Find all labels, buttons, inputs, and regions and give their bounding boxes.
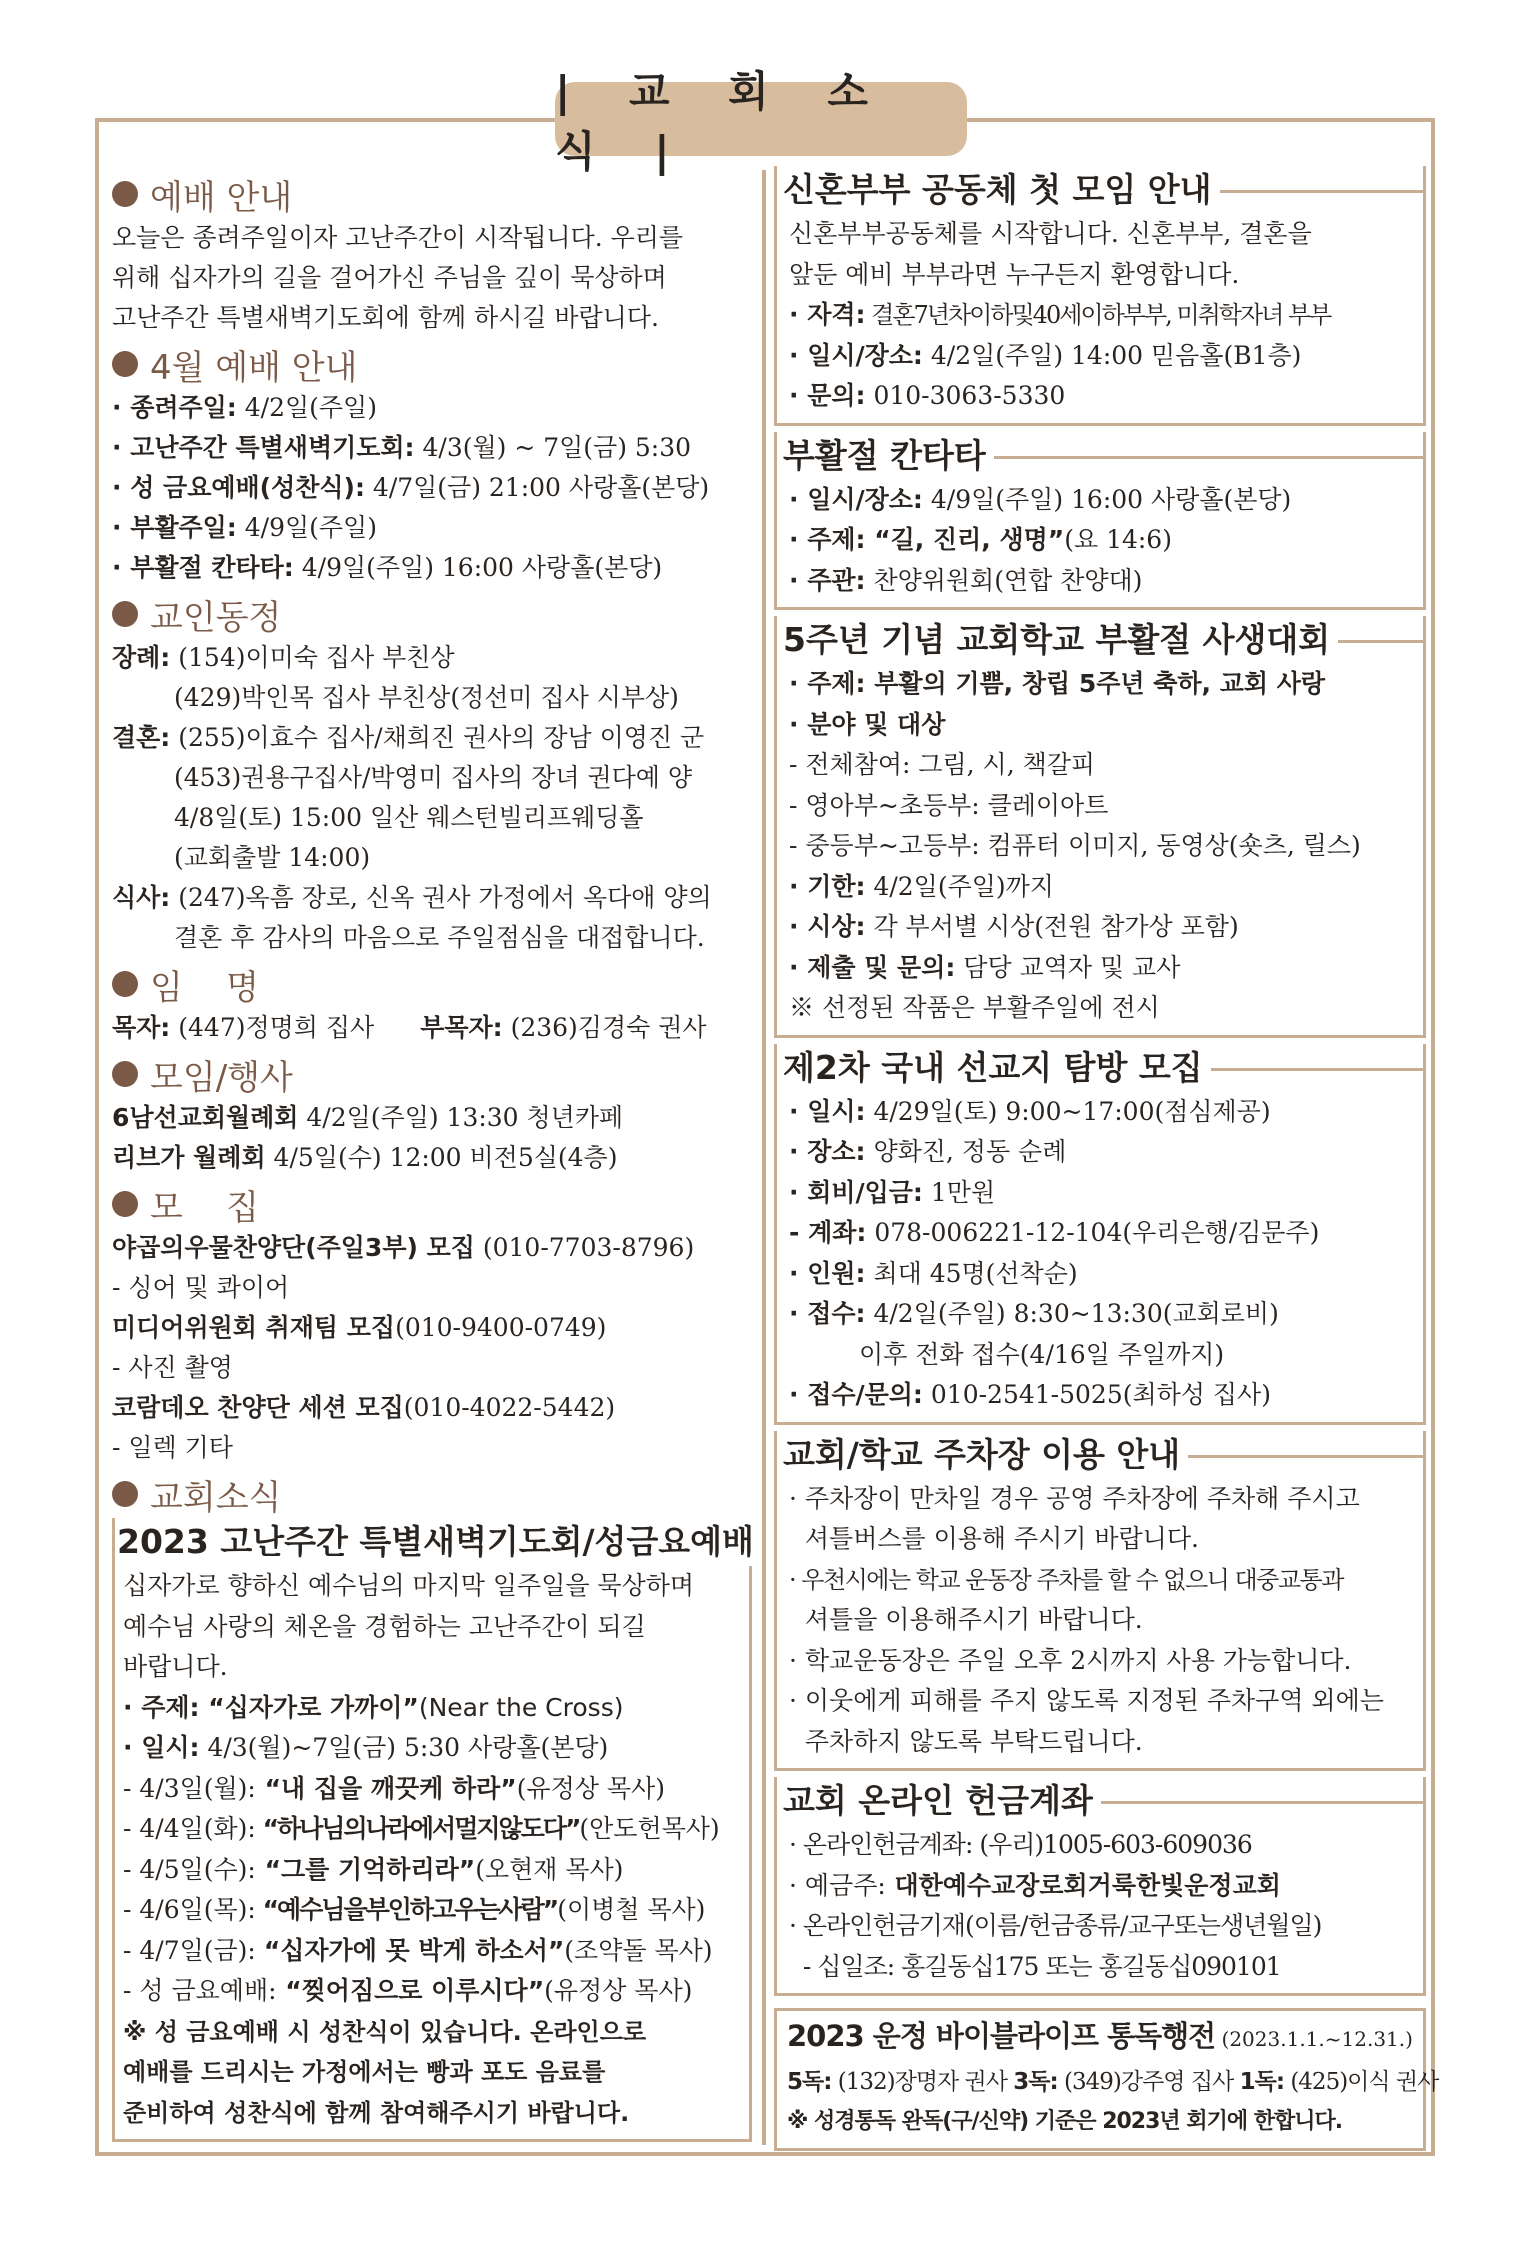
left-column [112,168,752,2142]
schedule-item: · 성 금요예배(성찬식): 4/7일(금) 21:00 사랑홀(본당) [112,473,710,502]
text-line: 셔틀버스를 이용해 주시기 바랍니다. [789,1524,1199,1553]
wedding-item: 4/8일(토) 15:00 일산 웨스턴빌리프웨딩홀 [174,803,644,832]
wedding-item: (453)권용구집사/박영미 집사의 장녀 권다예 양 [174,763,692,792]
online-offering-box [774,1777,1426,1996]
text-line: · 온라인헌금계좌: (우리)1005-603-609036 [789,1830,1252,1859]
bullet-dot-icon [112,1061,138,1087]
section-heading-appointment: 임 명 [112,960,752,1008]
wedding-item: (교회출발 14:00) [174,843,371,872]
day-item: - 4/5일(수): “그를 기억하리라”(오현재 목사) [123,1854,624,1884]
info-item: · 일시/장소: 4/2일(주일) 14:00 믿음홀(B1층) [789,340,1302,370]
bullet-dot-icon [112,971,138,997]
field-item: - 중등부~고등부: 컴퓨터 이미지, 동영상(숏츠, 릴스) [789,831,1361,860]
info-item: · 일시: 4/29일(토) 9:00~17:00(점심제공) [789,1096,1271,1126]
info-item: · 자격: 결혼7년차이하및40세이하부부, 미취학자녀 부부 [789,300,1331,329]
note-line: ※ 성경통독 완독(구/신약) 기준은 2023년 회기에 한합니다. [787,2109,1343,2134]
recruit-item: 미디어위원회 취재팀 모집(010-9400-0749) [112,1313,607,1342]
recruit-sub: - 일렉 기타 [112,1433,233,1462]
info-item: · 일시/장소: 4/9일(주일) 16:00 사랑홀(본당) [789,484,1292,514]
meal-item: 식사: (247)옥흠 장로, 신옥 권사 가정에서 옥다애 양의 [112,883,712,912]
box-title: 2023 고난주간 특별새벽기도회/성금요예배 [115,1518,749,1566]
theme-line: · 주제: “십자가로 가까이”(Near the Cross) [123,1692,624,1722]
date-line: · 일시: 4/3(월)~7일(금) 5:30 사랑홀(본당) [123,1733,609,1762]
meal-item: 결혼 후 감사의 마음으로 주일점심을 대접합니다. [174,923,705,952]
wedding-item: 결혼: (255)이효수 집사/채희진 권사의 장남 이영진 군 [112,723,705,752]
text-line: 바랍니다. [123,1652,228,1681]
schedule-item: · 부활절 칸타타: 4/9일(주일) 16:00 사랑홀(본당) [112,553,663,582]
info-item: · 기한: 4/2일(주일)까지 [789,871,1054,901]
box-title: 신혼부부 공동체 첫 모임 안내 [777,166,1423,214]
bible-reading-box [774,2008,1439,2151]
box-title: 2023 운정 바이블라이프 통독행전 (2023.1.1.~12.31.) [787,2019,1413,2053]
text-line: 고난주간 특별새벽기도회에 함께 하시길 바랍니다. [112,303,659,332]
text-line: · 학교운동장은 주일 오후 2시까지 사용 가능합니다. [789,1645,1352,1675]
schedule-item: · 고난주간 특별새벽기도회: 4/3(월) ~ 7일(금) 5:30 [112,433,692,462]
right-column [774,166,1439,2151]
recruit-sub: - 사진 촬영 [112,1353,233,1382]
schedule-item: · 종려주일: 4/2일(주일) [112,393,377,422]
section-heading-worship: 예배 안내 [112,170,752,218]
info-item: · 장소: 양화진, 정동 순례 [789,1137,1067,1166]
field-item: - 전체참여: 그림, 시, 책갈피 [789,750,1096,779]
appointment-line: 목자: (447)정명희 집사 부목자: (236)김경숙 권사 [112,1013,707,1042]
text-line: · 이웃에게 피해를 주지 않도록 지정된 주차구역 외에는 [789,1686,1384,1715]
text-line: 주차하지 않도록 부탁드립니다. [789,1726,1143,1756]
box-title: 제2차 국내 선교지 탐방 모집 [777,1044,1423,1092]
field-item: - 영아부~초등부: 클레이아트 [789,790,1109,820]
day-item: - 4/6일(목): “예수님을부인하고우는사람”(이병철 목사) [123,1895,706,1924]
text-line: 셔틀을 이용해주시기 바랍니다. [789,1605,1143,1634]
text-line: 위해 십자가의 길을 걸어가신 주님을 깊이 묵상하며 [112,263,667,292]
reading-line: 5독: (132)장명자 권사 3독: (349)강주영 집사 1독: (425)이식 권사 [787,2069,1439,2095]
newlywed-box [774,166,1426,426]
recruit-item: 야곱의우물찬양단(주일3부) 모집 (010-7703-8796) [112,1233,695,1262]
info-item: · 분야 및 대상 [789,709,946,739]
text-line: 십자가로 향하신 예수님의 마지막 일주일을 묵상하며 [123,1571,695,1600]
info-item: - 계좌: 078-006221-12-104(우리은행/김문주) [789,1218,1320,1247]
schedule-item: · 부활주일: 4/9일(주일) [112,513,377,542]
note-line: 예배를 드리시는 가정에서는 빵과 포도 음료를 [123,2058,606,2086]
text-line: 예수님 사랑의 체온을 경험하는 고난주간이 되길 [123,1611,646,1641]
funeral-item: (429)박인목 집사 부친상(정선미 집사 시부상) [174,683,679,712]
bullet-dot-icon [112,1191,138,1217]
text-line: · 주차장이 만차일 경우 공영 주차장에 주차해 주시고 [789,1483,1360,1513]
recruit-sub: - 싱어 및 콰이어 [112,1273,290,1302]
day-item: - 4/3일(월): “내 집을 깨끗케 하라”(유정상 목사) [123,1773,665,1803]
section-heading-meetings: 모임/행사 [112,1050,752,1098]
mission-box [774,1044,1426,1425]
text-line: · 온라인헌금기재(이름/헌금종류/교구또는생년월일) [789,1911,1322,1940]
box-title: 교회/학교 주차장 이용 안내 [777,1431,1423,1479]
column-divider [762,170,766,2145]
info-item: · 접수: 4/2일(주일) 8:30~13:30(교회로비) [789,1299,1279,1328]
bullet-dot-icon [112,181,138,207]
bullet-dot-icon [112,1481,138,1507]
info-item: · 시상: 각 부서별 시상(전원 참가상 포함) [789,912,1239,941]
info-item: · 주제: “길, 진리, 생명”(요 14:6) [789,525,1172,554]
note-line: ※ 선정된 작품은 부활주일에 전시 [789,993,1160,1022]
parking-box [774,1431,1426,1772]
text-line: · 예금주: 대한예수교장로회거룩한빛운정교회 [789,1870,1281,1900]
text-line: - 십일조: 홍길동십175 또는 홍길동십090101 [789,1951,1281,1981]
info-item: · 주제: 부활의 기쁨, 창립 5주년 축하, 교회 사랑 [789,669,1326,698]
box-title: 부활절 칸타타 [777,432,1423,480]
section-heading-members: 교인동정 [112,590,752,638]
text-line: 오늘은 종려주일이자 고난주간이 시작됩니다. 우리를 [112,223,684,252]
contest-box [774,616,1426,1038]
cantata-box [774,432,1426,611]
text-line: · 우천시에는 학교 운동장 주차를 할 수 없으니 대중교통과 [789,1565,1343,1594]
info-item: · 접수/문의: 010-2541-5025(최하성 집사) [789,1380,1271,1409]
info-item: · 문의: 010-3063-5330 [789,381,1066,410]
day-item: - 4/7일(금): “십자가에 못 박게 하소서”(조약돌 목사) [123,1935,713,1965]
box-title: 교회 온라인 헌금계좌 [777,1777,1423,1825]
funeral-item: 장례: (154)이미숙 집사 부친상 [112,643,455,672]
day-item: - 4/4일(화): “하나님의나라에서멀지않도다”(안도헌목사) [123,1814,720,1843]
page-title: | 교 회 소 식 | [555,82,967,156]
info-item: · 인원: 최대 45명(선착순) [789,1258,1078,1288]
section-heading-recruit: 모 집 [112,1180,752,1228]
info-item: · 제출 및 문의: 담당 교역자 및 교사 [789,952,1181,982]
bullet-dot-icon [112,601,138,627]
info-item: 이후 전화 접수(4/16일 주일까지) [859,1339,1225,1369]
meeting-item: 리브가 월례회 4/5일(수) 12:00 비전5실(4층) [112,1143,618,1172]
section-heading-april: 4월 예배 안내 [112,340,752,388]
bullet-dot-icon [112,351,138,377]
note-line: 준비하여 성찬식에 함께 참여해주시기 바랍니다. [123,2098,630,2127]
note-line: ※ 성 금요예배 시 성찬식이 있습니다. 온라인으로 [123,2017,647,2046]
day-item: - 성 금요예배: “찢어짐으로 이루시다”(유정상 목사) [123,1976,693,2005]
text-line: 앞둔 예비 부부라면 누구든지 환영합니다. [789,259,1240,289]
recruit-item: 코람데오 찬양단 세션 모집(010-4022-5442) [112,1393,616,1422]
meeting-item: 6남선교회월례회 4/2일(주일) 13:30 청년카페 [112,1103,624,1132]
info-item: · 회비/입금: 1만원 [789,1177,996,1207]
section-heading-news: 교회소식 [112,1470,752,1518]
info-item: · 주관: 찬양위원회(연합 찬양대) [789,565,1143,595]
box-title: 5주년 기념 교회학교 부활절 사생대회 [777,616,1423,664]
text-line: 신혼부부공동체를 시작합니다. 신혼부부, 결혼을 [789,219,1312,248]
holy-week-box [112,1518,752,2142]
